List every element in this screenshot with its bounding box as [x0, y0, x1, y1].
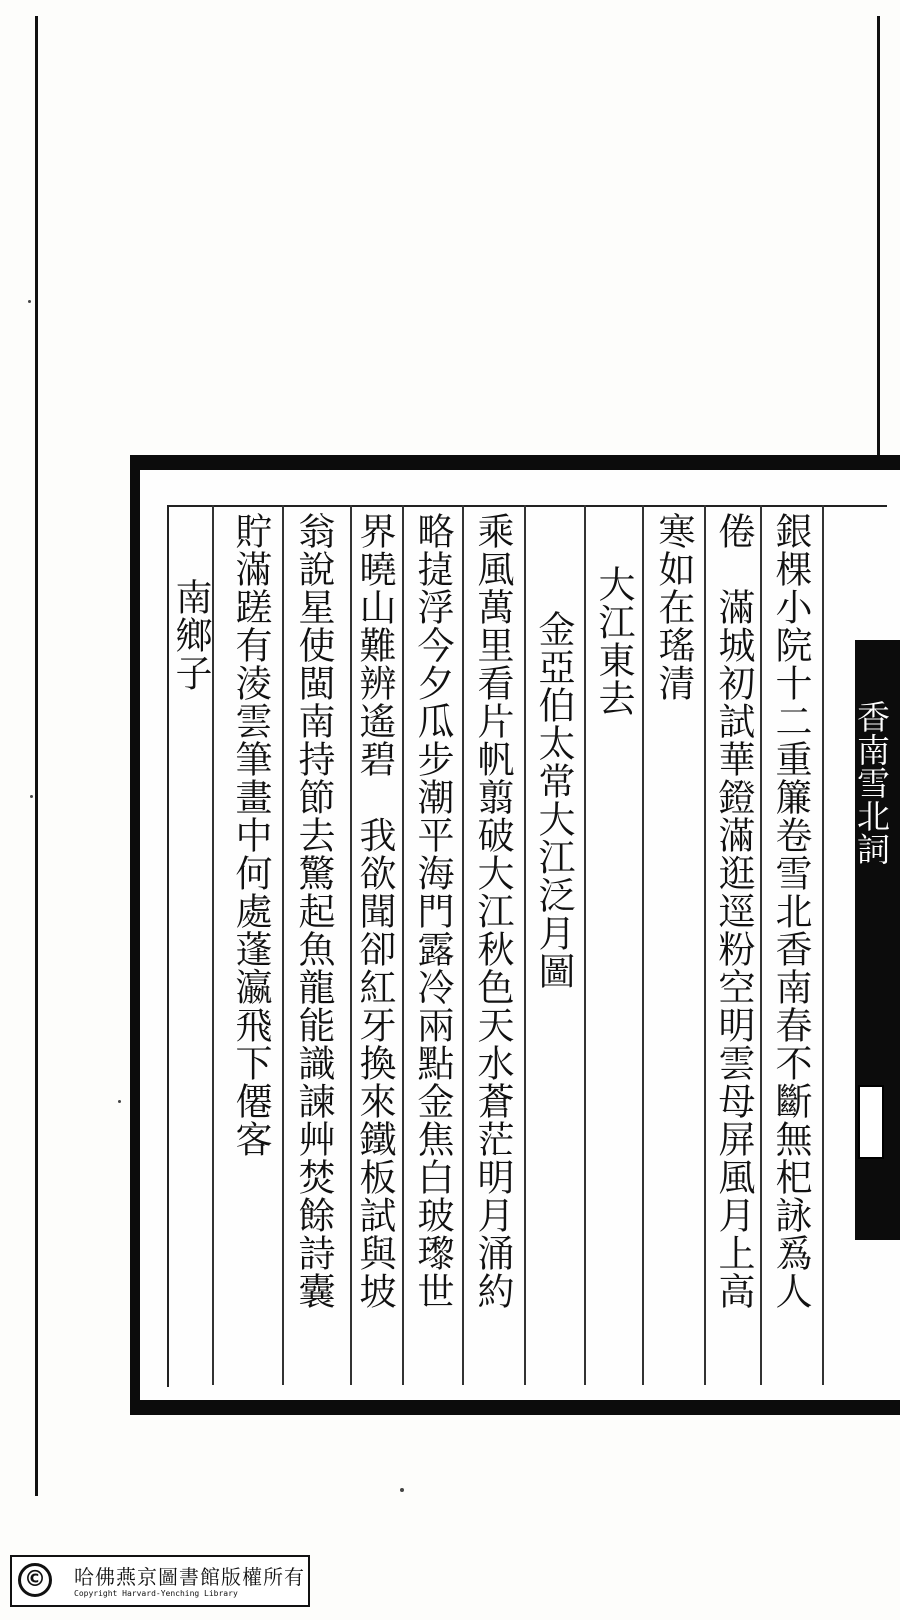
text-column-6: 乘風萬里看片帆翦破大江秋色天水蒼茫明月涌約: [471, 512, 514, 1310]
column-divider: [212, 505, 214, 1385]
column-divider: [584, 505, 586, 1385]
copyright-text: 哈佛燕京圖書館版權所有: [74, 1565, 305, 1589]
page-left-rule: [35, 16, 38, 1496]
column-divider: [822, 505, 824, 1385]
column-divider: [350, 505, 352, 1385]
copyright-stamp: [10, 1555, 310, 1607]
text-column-9: 翁說星使閩南持節去驚起魚龍能識諫艸焚餘詩囊: [292, 512, 335, 1310]
column-divider: [704, 505, 706, 1385]
text-column-10: 貯滿蹉有淩雲筆畫中何處蓬瀛飛下僊客: [229, 512, 272, 1158]
column-divider: [642, 505, 644, 1385]
text-column-11: 南鄉子: [169, 578, 212, 692]
column-divider: [760, 505, 762, 1385]
text-column-7: 略㨗浮今夕瓜步潮平海門露冷兩點金焦白玻瓈世: [411, 512, 454, 1310]
copyright-icon: ©: [18, 1563, 52, 1597]
text-column-5: 金亞伯太常大江泛月圖: [532, 610, 575, 990]
text-column-3: 寒如在瑤清: [652, 512, 695, 702]
column-divider: [282, 505, 284, 1385]
running-head: 香南雪北詞: [852, 700, 891, 865]
text-column-2: 倦 滿城初試華鐙滿逛逕粉空明雲母屏風月上高: [712, 512, 755, 1310]
scan-speck: [30, 795, 33, 798]
column-divider: [524, 505, 526, 1385]
column-divider: [462, 505, 464, 1385]
scan-speck: [400, 1488, 404, 1492]
fold-leaf-marker: [858, 1085, 884, 1159]
text-column-1: 銀棵小院十二重簾卷雪北香南春不斷無𣏌詠𤔡人: [769, 512, 812, 1310]
scan-speck: [28, 300, 31, 303]
column-divider: [402, 505, 404, 1385]
text-column-4: 大江東去: [592, 565, 635, 717]
text-column-8: 界曉山難辨遙碧 我欲聞卻紅牙換來鐵板試與坡: [353, 512, 396, 1310]
copyright-subtext: Copyright Harvard-Yenching Library: [74, 1589, 238, 1598]
scan-speck: [118, 1100, 121, 1103]
